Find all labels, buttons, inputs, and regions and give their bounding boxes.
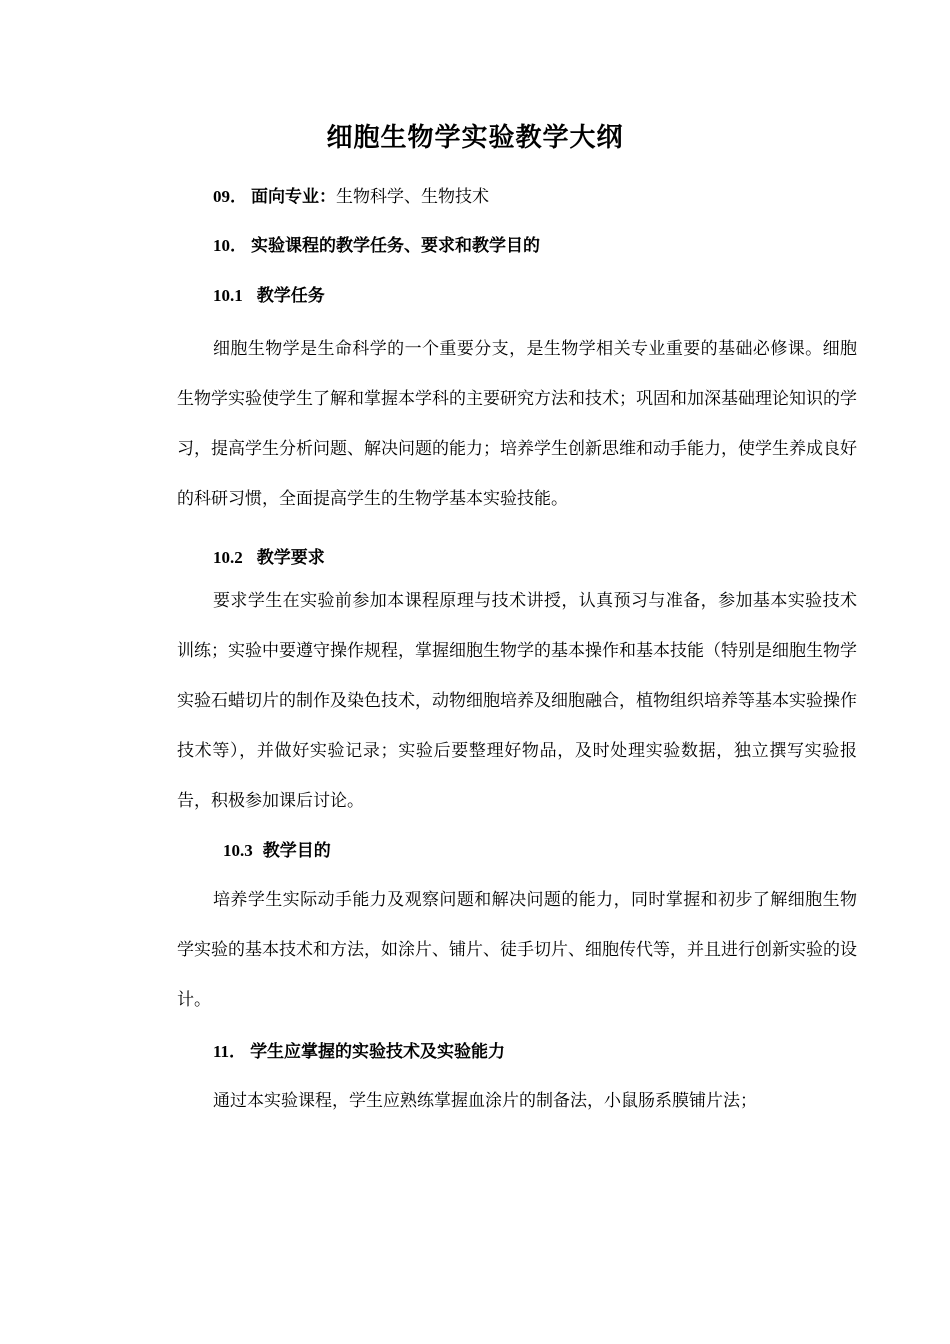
section-10-heading bbox=[213, 233, 540, 259]
section-10-2-body: 要求学生在实验前参加本课程原理与技术讲授，认真预习与准备，参加基本实验技术训练；实验中要遵守操作规程，掌握细胞生物学的基本操作和基本技能（特别是细胞生物学实验石蜡切片的制作及染色技术，动物细胞培养及细胞融合，植物组织培养等基本实验操作技术等），并做好实验记录；实验后要整理好物品，及时处理实验数据，独立撰写实验报告，积极参加课后讨论。 bbox=[177, 591, 857, 811]
section-10-1-number: 10.1 bbox=[213, 286, 243, 305]
section-11-heading bbox=[213, 1039, 505, 1065]
section-10-2-number: 10.2 bbox=[213, 548, 243, 567]
section-10-3-heading bbox=[223, 838, 331, 864]
section-11-number: 11． bbox=[213, 1042, 247, 1061]
section-09-label: 面向专业： bbox=[251, 187, 336, 207]
section-10-2-heading bbox=[213, 545, 325, 571]
section-10-1-heading bbox=[213, 283, 325, 309]
section-10-number: 10． bbox=[213, 236, 247, 255]
section-10-label: 实验课程的教学任务、要求和教学目的 bbox=[251, 236, 540, 256]
section-09-heading bbox=[213, 184, 489, 210]
section-09-number: 09． bbox=[213, 187, 247, 206]
section-11-label: 学生应掌握的实验技术及实验能力 bbox=[250, 1042, 506, 1062]
section-10-1-label: 教学任务 bbox=[256, 286, 325, 306]
section-10-3-body: 培养学生实际动手能力及观察问题和解决问题的能力，同时掌握和初步了解细胞生物学实验的基本技术和方法，如涂片、铺片、徒手切片、细胞传代等，并且进行创新实验的设计。 bbox=[177, 890, 857, 1010]
section-11-body: 通过本实验课程，学生应熟练掌握血涂片的制备法，小鼠肠系膜铺片法； bbox=[213, 1091, 757, 1111]
document-title: 细胞生物学实验教学大纲 bbox=[326, 123, 624, 153]
section-09-value: 生物科学、生物技术 bbox=[336, 187, 489, 207]
section-10-1-body: 细胞生物学是生命科学的一个重要分支，是生物学相关专业重要的基础必修课。细胞生物学实验使学生了解和掌握本学科的主要研究方法和技术；巩固和加深基础理论知识的学习，提高学生分析问题、解决问题的能力；培养学生创新思维和动手能力，使学生养成良好的科研习惯，全面提高学生的生物学基本实验技能。 bbox=[177, 339, 857, 509]
section-10-2-label: 教学要求 bbox=[256, 548, 325, 568]
section-10-3-label: 教学目的 bbox=[262, 841, 331, 861]
section-10-3-number: 10.3 bbox=[223, 841, 253, 860]
